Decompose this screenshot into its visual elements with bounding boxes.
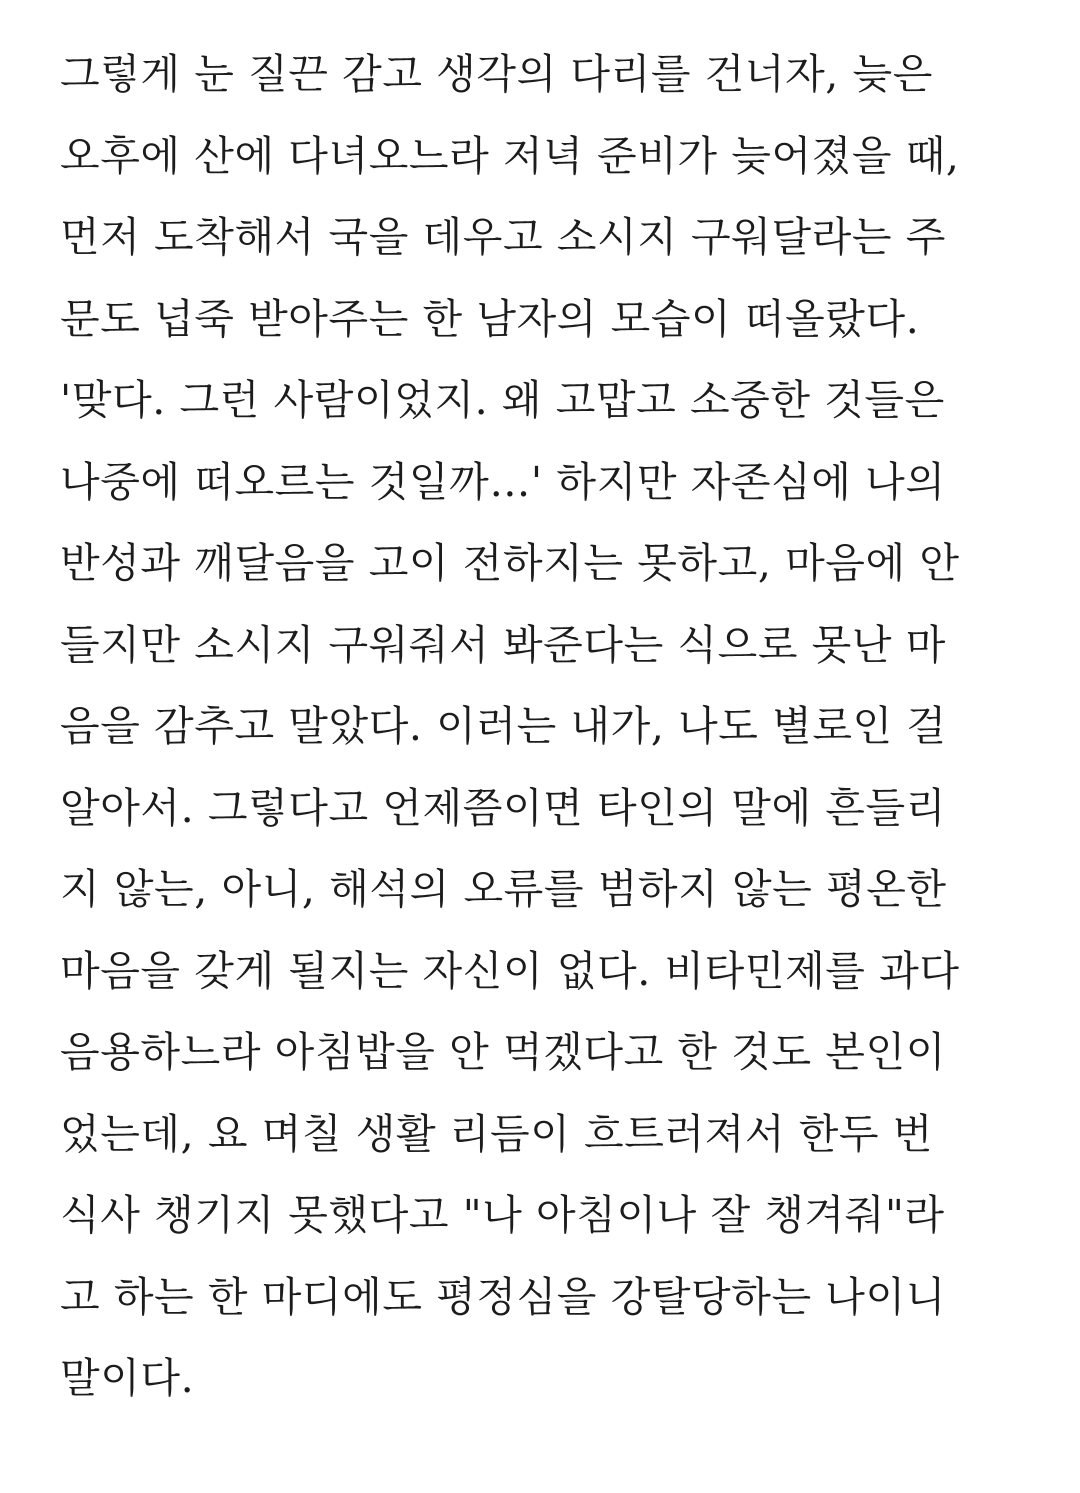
text-line: 식사 챙기지 못했다고 "나 아침이나 잘 챙겨줘"라	[60, 1191, 945, 1239]
text-line: 마음을 갖게 될지는 자신이 없다. 비타민제를 과다	[60, 946, 960, 995]
text-line: 고 하는 한 마디에도 평정심을 강탈당하는 나이니	[60, 1272, 946, 1321]
text-line: 문도 넙죽 받아주는 한 남자의 모습이 떠올랐다.	[60, 294, 920, 343]
text-line: 들지만 소시지 구워줘서 봐준다는 식으로 못난 마	[60, 620, 946, 669]
text-line: 알아서. 그렇다고 언제쯤이면 타인의 말에 흔들리	[60, 783, 946, 832]
text-line: 지 않는, 아니, 해석의 오류를 범하지 않는 평온한	[60, 865, 947, 913]
text-line: 음을 감추고 말았다. 이러는 내가, 나도 별로인 걸	[60, 702, 947, 750]
text-line: 오후에 산에 다녀오느라 저녁 준비가 늦어졌을 때,	[60, 131, 960, 180]
text-line: 먼저 도착해서 국을 데우고 소시지 구워달라는 주	[60, 213, 946, 261]
text-line: '맞다. 그런 사람이었지. 왜 고맙고 소중한 것들은	[60, 376, 945, 424]
text-line: 말이다.	[60, 1354, 195, 1402]
article-text	[60, 34, 1040, 1420]
text-line: 반성과 깨달음을 고이 전하지는 못하고, 마음에 안	[60, 539, 960, 587]
text-line: 그렇게 눈 질끈 감고 생각의 다리를 건너자, 늦은	[60, 50, 933, 98]
text-line: 나중에 떠오르는 것일까…' 하지만 자존심에 나의	[60, 457, 946, 506]
text-line: 었는데, 요 며칠 생활 리듬이 흐트러져서 한두 번	[60, 1109, 933, 1158]
text-line: 음용하느라 아침밥을 안 먹겠다고 한 것도 본인이	[60, 1028, 946, 1076]
